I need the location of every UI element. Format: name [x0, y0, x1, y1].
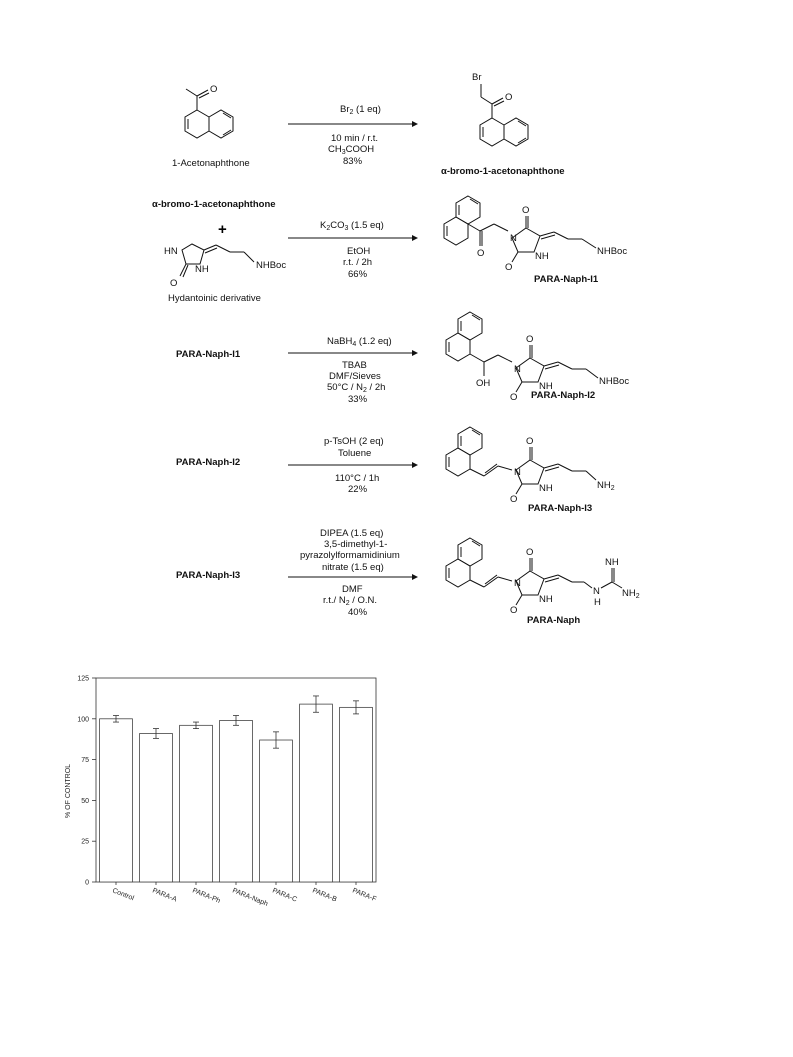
step5-cond-reagent2-line1: 3,5-dimethyl-1- [324, 539, 388, 550]
step2-product-O2: O [522, 205, 530, 216]
step3-cond-reagent: NaBH$_4$ (1.2 eq) [327, 336, 392, 348]
step5-cond-yield: 40% [348, 607, 368, 618]
step2-product-O3: O [505, 262, 513, 273]
step1-cond-time: 10 min / r.t. [331, 133, 378, 144]
step5-cond-solvent: DMF [342, 584, 363, 595]
bar-para-a [140, 733, 173, 882]
step5-product-N-guanidine: N [593, 586, 600, 597]
step4-product-NH2: $NH_2$ [597, 480, 615, 492]
x-tick-label: PARA-B [311, 887, 338, 904]
step3-product-O1: O [526, 334, 534, 345]
y-tick-label: 125 [77, 675, 89, 683]
step2-reactant1-label: α-bromo-1-acetonaphthone [152, 199, 276, 210]
step4-product-O2: O [510, 494, 518, 505]
step4-reactant-label: PARA-Naph-I2 [176, 457, 241, 468]
step3-cond-temp: $50^\circ C / N_2 / 2h$ [327, 382, 386, 394]
step5-cond-reagent2-line2: pyrazolylformamidinium [300, 550, 400, 561]
step5-product-label: PARA-Naph [527, 615, 581, 626]
step1-reactant-structure [185, 84, 233, 138]
step1-product-O: O [505, 92, 513, 103]
step5-cond-temp: r.t./ $N_2 / O.N$. [323, 595, 378, 607]
step2-product-structure [444, 196, 627, 273]
step5-product-NH2: $NH_2$ [622, 588, 640, 600]
bar-para-f [340, 707, 373, 882]
step1-cond-reagent: $Br_2$ (1 eq) [340, 104, 381, 116]
step5-product-N: N [514, 578, 521, 589]
y-tick-label: 0 [85, 879, 89, 887]
step2-hydantoin-structure [164, 244, 286, 289]
step5-product-NH: NH [539, 594, 553, 605]
y-tick-label: 25 [81, 838, 89, 846]
step2-hydantoin-NH: NH [195, 264, 209, 275]
step4-cond-solvent: Toluene [338, 448, 372, 459]
x-tick-label: PARA-Ph [191, 887, 222, 905]
step3-cond-yield: 33% [348, 394, 368, 405]
x-tick-label: PARA-A [151, 887, 178, 904]
step4-product-N: N [514, 467, 521, 478]
step4-cond-yield: 22% [348, 484, 368, 495]
step1-reactant-label: 1-Acetonaphthone [172, 158, 250, 169]
step5-product-O2: O [510, 605, 518, 616]
step1-product-label: α-bromo-1-acetonaphthone [441, 166, 565, 177]
y-tick-label: 100 [77, 716, 89, 724]
step2-product-NHBoc: NHBoc [597, 246, 628, 257]
step1-product-structure [472, 72, 528, 146]
step4-product-structure [446, 427, 615, 505]
step4-cond-reagent: p-TsOH (2 eq) [324, 436, 384, 447]
step2-cond-yield: 66% [348, 269, 368, 280]
step5-reactant-label: PARA-Naph-I3 [176, 570, 241, 581]
bar-para-b [300, 704, 333, 882]
step3-product-N: N [514, 364, 521, 375]
step2-reactant2-label: Hydantoinic derivative [168, 293, 261, 304]
step5-product-NH-imine: NH [605, 557, 619, 568]
step5-product-structure [446, 538, 640, 616]
step4-product-O1: O [526, 436, 534, 447]
x-tick-label: PARA-Naph [231, 887, 269, 908]
step4-cond-temp: 110°C / 1h [335, 473, 380, 484]
step3-cond-catalyst: TBAB [342, 360, 367, 371]
step5-product-H-guanidine: H [594, 597, 601, 608]
step5-cond-reagent2-line3: nitrate (1.5 eq) [322, 562, 384, 573]
step4-product-NH: NH [539, 483, 553, 494]
step2-hydantoin-NHBoc: NHBoc [256, 260, 287, 271]
step2-product-NH: NH [535, 251, 549, 262]
x-tick-label: Control [111, 887, 135, 903]
step3-reactant-label: PARA-Naph-I1 [176, 349, 241, 360]
step1-reactant-O: O [210, 84, 218, 95]
bar-control [100, 719, 133, 882]
step2-product-O1: O [477, 248, 485, 259]
step3-product-NH: NH [539, 381, 553, 392]
step3-product-NHBoc: NHBoc [599, 376, 630, 387]
y-tick-label: 75 [81, 757, 89, 765]
step4-product-label: PARA-Naph-I3 [528, 503, 593, 514]
step5-cond-reagent: DIPEA (1.5 eq) [320, 528, 384, 539]
step2-product-N: N [510, 233, 517, 244]
step1-cond-yield: 83% [343, 156, 363, 167]
bar-para-c [260, 740, 293, 882]
step2-cond-solvent: EtOH [347, 246, 371, 257]
bar-para-naph [220, 720, 253, 882]
step3-cond-solvent: DMF/Sieves [329, 371, 381, 382]
step2-hydantoin-HN: HN [164, 246, 178, 257]
bar-para-ph [180, 725, 213, 882]
x-tick-label: PARA-F [351, 887, 378, 904]
x-tick-label: PARA-C [271, 887, 298, 904]
step1-product-Br: Br [472, 72, 482, 83]
step1-cond-solvent: $CH_3COOH$ [328, 144, 375, 156]
step2-hydantoin-O: O [170, 278, 178, 289]
step3-product-OH: OH [476, 378, 491, 389]
y-tick-label: 50 [81, 797, 89, 805]
chart-y-axis-label: % OF CONTROL [65, 763, 72, 818]
step3-product-label: PARA-Naph-I2 [531, 390, 596, 401]
step2-plus: + [218, 221, 227, 238]
step2-cond-reagent: $K_2CO_3$ (1.5 eq) [320, 220, 384, 232]
bar-chart [50, 670, 450, 940]
step3-product-O2: O [510, 392, 518, 403]
step2-product-label: PARA-Naph-I1 [534, 274, 599, 285]
step2-cond-time: r.t. / 2h [343, 257, 373, 268]
step5-product-O1: O [526, 547, 534, 558]
